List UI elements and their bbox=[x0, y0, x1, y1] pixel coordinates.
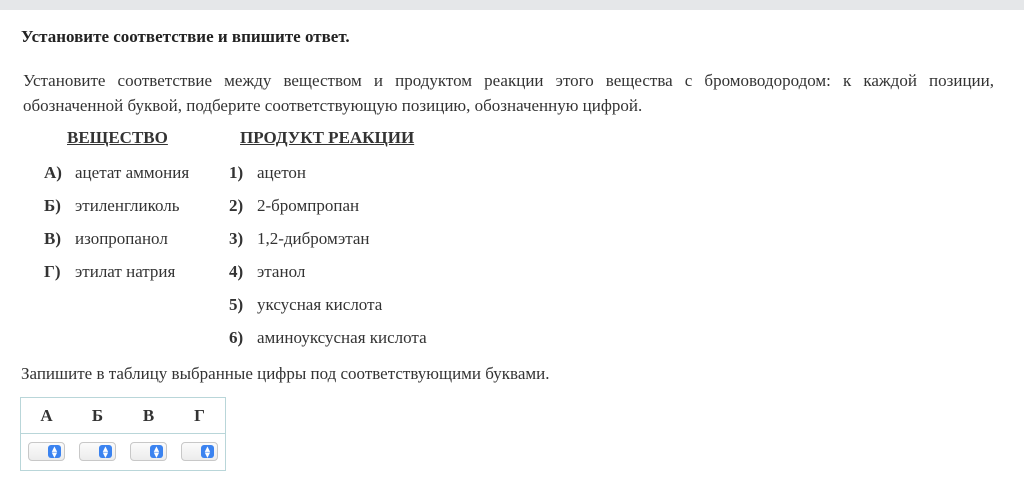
answer-cell-v bbox=[123, 434, 174, 470]
up-down-chevron-icon: ▲ ▼ bbox=[99, 445, 112, 458]
up-down-chevron-icon: ▲ ▼ bbox=[48, 445, 61, 458]
product-name: этанол bbox=[257, 262, 306, 281]
up-down-chevron-icon: ▲ ▼ bbox=[201, 445, 214, 458]
product-number: 5) bbox=[229, 295, 244, 314]
answer-select-g[interactable] bbox=[181, 442, 218, 461]
product-name: уксусная кислота bbox=[257, 295, 383, 314]
substance-letter: Г) bbox=[44, 262, 61, 281]
answer-header-g: Г bbox=[194, 406, 205, 425]
substance-letter: В) bbox=[44, 229, 61, 248]
instruction-text: Запишите в таблицу выбранные цифры под соответствующими буквами. bbox=[21, 364, 550, 383]
product-name: 2-бромпропан bbox=[257, 196, 360, 215]
answer-select-a[interactable] bbox=[28, 442, 65, 461]
product-name: 1,2-дибромэтан bbox=[257, 229, 370, 248]
answer-header-b: Б bbox=[91, 406, 104, 425]
answer-cell-g bbox=[174, 434, 225, 470]
product-name: аминоуксусная кислота bbox=[257, 328, 427, 347]
substance-name: ацетат аммония bbox=[75, 163, 190, 182]
product-number: 2) bbox=[229, 196, 244, 215]
product-number: 6) bbox=[229, 328, 244, 347]
product-name: ацетон bbox=[257, 163, 306, 182]
substance-name: изопропанол bbox=[75, 229, 168, 248]
answer-cell-b bbox=[72, 434, 123, 470]
answer-cell-a bbox=[21, 434, 72, 470]
top-bar bbox=[0, 0, 1024, 10]
substance-letter: Б) bbox=[44, 196, 61, 215]
product-number: 4) bbox=[229, 262, 244, 281]
answer-header-v: В bbox=[142, 406, 155, 425]
answer-select-v[interactable] bbox=[130, 442, 167, 461]
substance-letter: А) bbox=[44, 163, 62, 182]
substance-name: этиленгликоль bbox=[75, 196, 180, 215]
question-text: Установите соответствие между веществом и продуктом реакции этого вещества с бромоводородом: к каждой позиции, обозначенной буквой, подберите соответствующую позицию, обозначенную цифрой. bbox=[23, 71, 994, 115]
substance-name: этилат натрия bbox=[75, 262, 176, 281]
task-title: Установите соответствие и впишите ответ. bbox=[21, 27, 350, 46]
answer-table bbox=[20, 397, 226, 471]
product-number: 3) bbox=[229, 229, 244, 248]
answer-select-b[interactable] bbox=[79, 442, 116, 461]
answer-table-header-row bbox=[21, 398, 225, 434]
product-column-header: ПРОДУКТ РЕАКЦИИ bbox=[240, 128, 415, 147]
answer-header-a: А bbox=[40, 406, 53, 425]
up-down-chevron-icon: ▲ ▼ bbox=[150, 445, 163, 458]
product-number: 1) bbox=[229, 163, 244, 182]
substance-column-header: ВЕЩЕСТВО bbox=[67, 128, 168, 147]
